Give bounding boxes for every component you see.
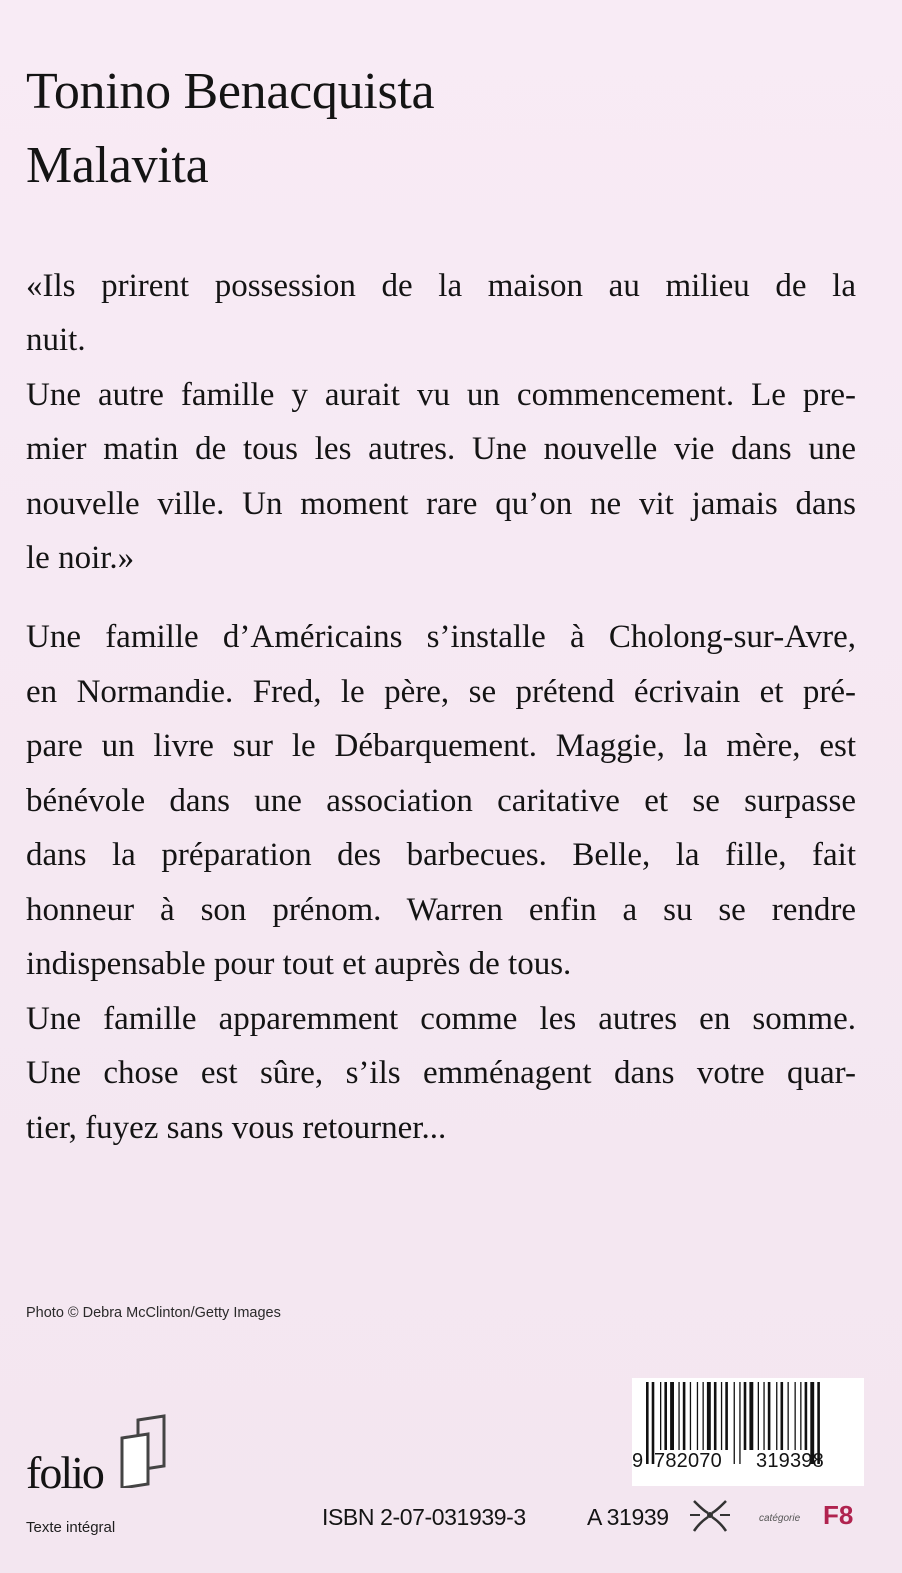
barcode-bar bbox=[776, 1382, 777, 1450]
barcode-bar bbox=[690, 1382, 691, 1450]
barcode-bar bbox=[670, 1382, 674, 1450]
quote-line: nuit. bbox=[26, 322, 86, 358]
barcode-bar bbox=[758, 1382, 759, 1450]
barcode-bar bbox=[800, 1382, 801, 1450]
barcode-digits-right: 319398 bbox=[756, 1450, 824, 1472]
summary-line: pare un livre sur le Débarquement. Maggie, la mère, est bbox=[26, 728, 856, 764]
barcode-bar bbox=[664, 1382, 667, 1450]
photo-credit: Photo © Debra McClinton/Getty Images bbox=[26, 1305, 281, 1321]
barcode-bar bbox=[678, 1382, 679, 1450]
barcode-bar bbox=[646, 1382, 649, 1464]
folio-logo-icon bbox=[118, 1414, 168, 1488]
category-code: F8 bbox=[823, 1500, 854, 1530]
barcode-digit-first: 9 bbox=[632, 1450, 644, 1472]
barcode-bar bbox=[763, 1382, 764, 1450]
edition-note: Texte intégral bbox=[26, 1519, 116, 1536]
barcode-bar bbox=[703, 1382, 704, 1450]
barcode-bar bbox=[707, 1382, 711, 1450]
barcode-bar bbox=[744, 1382, 747, 1450]
barcode-bar bbox=[714, 1382, 717, 1450]
summary-line: Une famille d’Américains s’installe à Cholong-sur-Avre, bbox=[26, 619, 856, 655]
product-code: A 31939 bbox=[587, 1504, 669, 1530]
barcode-bar bbox=[795, 1382, 796, 1450]
barcode-bar bbox=[721, 1382, 722, 1450]
book-title: Malavita bbox=[26, 137, 209, 194]
summary-line: tier, fuyez sans vous retourner... bbox=[26, 1110, 447, 1146]
isbn: ISBN 2-07-031939-3 bbox=[322, 1504, 526, 1530]
barcode-bar bbox=[734, 1382, 735, 1464]
barcode-bar bbox=[768, 1382, 771, 1450]
quote-line: Une autre famille y aurait vu un commencement. Le pre- bbox=[26, 377, 856, 413]
summary-line: Une famille apparemment comme les autres en somme. bbox=[26, 1001, 856, 1037]
barcode-bar bbox=[683, 1382, 686, 1450]
crime-genre-icon bbox=[688, 1495, 732, 1535]
summary-line: en Normandie. Fred, le père, se prétend écrivain et pré- bbox=[26, 674, 856, 710]
barcode-bar bbox=[805, 1382, 808, 1450]
barcode-bar bbox=[749, 1382, 753, 1450]
quote-line: «Ils prirent possession de la maison au milieu de la bbox=[26, 268, 856, 304]
barcode-digits-left: 782070 bbox=[654, 1450, 722, 1472]
barcode-bar bbox=[725, 1382, 728, 1450]
summary-line: dans la préparation des barbecues. Belle, la fille, fait bbox=[26, 837, 856, 873]
barcode-bar bbox=[788, 1382, 789, 1450]
quote-line: nouvelle ville. Un moment rare qu’on ne vit jamais dans bbox=[26, 486, 856, 522]
quote-line: le noir.» bbox=[26, 540, 135, 576]
summary-line: Une chose est sûre, s’ils emménagent dans votre quar- bbox=[26, 1055, 856, 1091]
barcode-bar bbox=[697, 1382, 698, 1450]
barcode-bar bbox=[660, 1382, 661, 1450]
quote-line: mier matin de tous les autres. Une nouvelle vie dans une bbox=[26, 431, 856, 467]
barcode-bar bbox=[739, 1382, 740, 1464]
barcode-bar bbox=[781, 1382, 784, 1450]
summary-line: bénévole dans une association caritative et se surpasse bbox=[26, 783, 856, 819]
summary-line: indispensable pour tout et auprès de tous. bbox=[26, 946, 572, 982]
author-name: Tonino Benacquista bbox=[26, 63, 435, 120]
category-label: catégorie bbox=[759, 1513, 801, 1524]
folio-logo-text: folio bbox=[26, 1447, 103, 1498]
summary-line: honneur à son prénom. Warren enfin a su se rendre bbox=[26, 892, 856, 928]
